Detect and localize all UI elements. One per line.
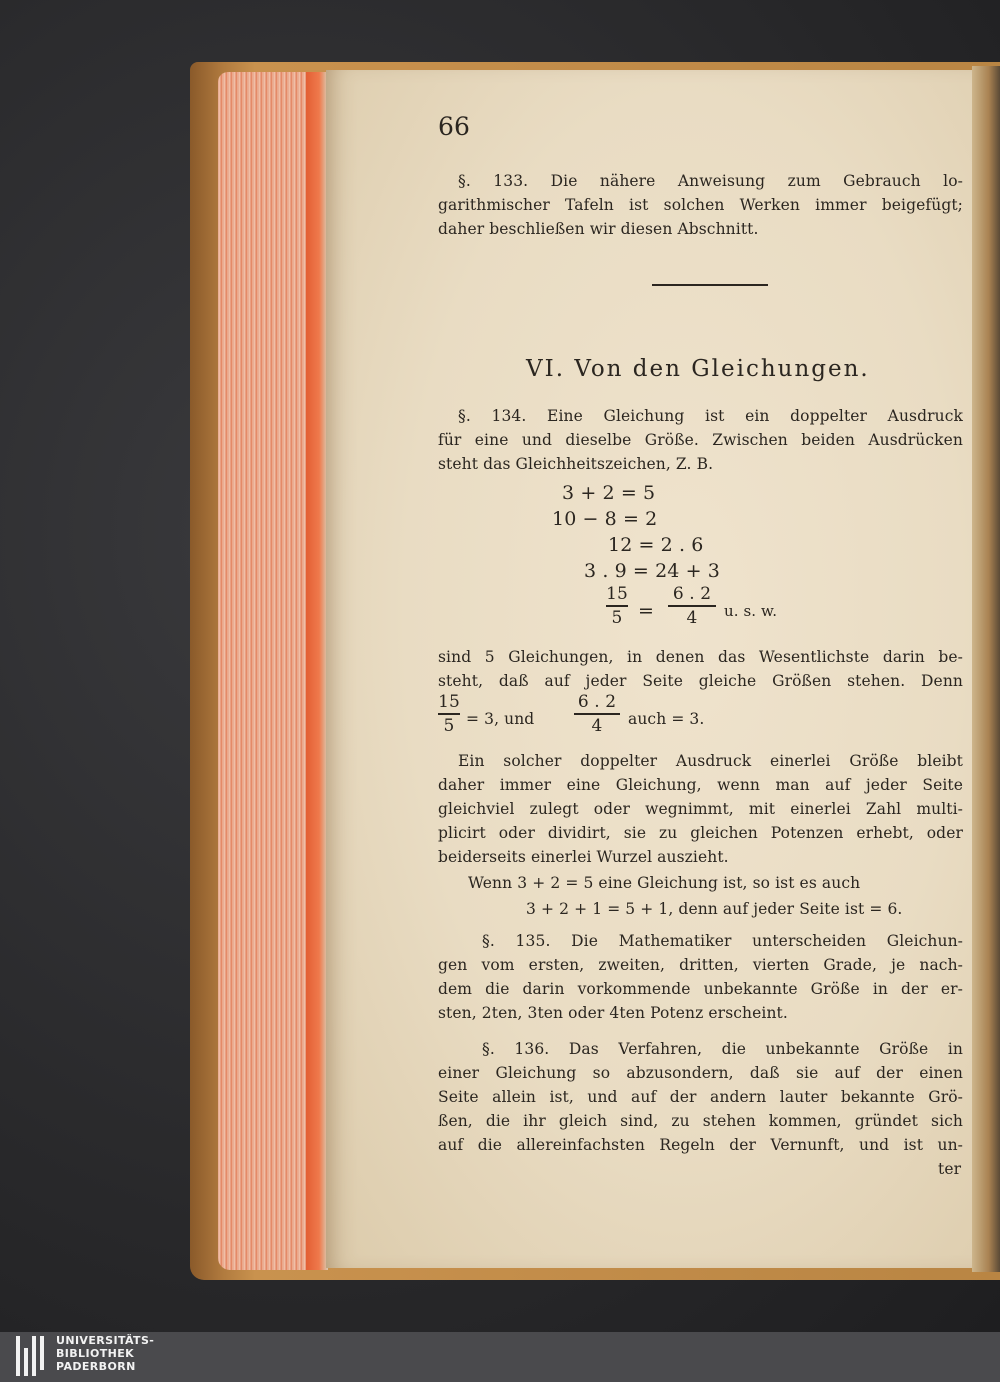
s134-body-b-line-4: plicirt oder dividirt, sie zu gleichen Potenzen erhebt, oder: [438, 824, 963, 842]
s135-line-3: dem die darin vorkommende unbekannte Größe in der er-: [438, 980, 963, 998]
fraction-left-denominator: 5: [611, 607, 623, 628]
s134-body-b-line-2: daher immer eine Gleichung, wenn man auf jeder Seite: [438, 776, 963, 794]
s136-line-3: Seite allein ist, und auf der andern lauter bekannte Grö-: [438, 1088, 963, 1106]
fraction-left: [606, 584, 628, 628]
s134-example-line-1: Wenn 3 + 2 = 5 eine Gleichung ist, so ist es auch: [468, 874, 861, 892]
equation-1: 3 + 2 = 5: [562, 482, 656, 504]
equation-3: 12 = 2 . 6: [608, 534, 704, 556]
s134-example-line-2: 3 + 2 + 1 = 5 + 1, denn auf jeder Seite ist = 6.: [526, 900, 903, 918]
institution-line-3: PADERBORN: [56, 1360, 136, 1373]
inline-fraction-end: auch = 3.: [628, 710, 705, 728]
page-gutter-right: [972, 66, 1000, 1272]
s133-line-1: §. 133. Die nähere Anweisung zum Gebrauch lo-: [458, 172, 963, 190]
s134-body-b-line-1: Ein solcher doppelter Ausdruck einerlei Größe bleibt: [458, 752, 963, 770]
inline-fraction-a-numerator: 15: [438, 692, 460, 712]
s135-line-1: §. 135. Die Mathematiker unterscheiden Gleichun-: [482, 932, 963, 950]
s133-line-3: daher beschließen wir diesen Abschnitt.: [438, 220, 759, 238]
s136-line-1: §. 136. Das Verfahren, die unbekannte Größe in: [482, 1040, 963, 1058]
s133-line-2: garithmischer Tafeln ist solchen Werken immer beigefügt;: [438, 196, 963, 214]
s134-body-b-line-5: beiderseits einerlei Wurzel auszieht.: [438, 848, 729, 866]
inline-fraction-b: [574, 692, 620, 736]
fraction-left-numerator: 15: [606, 584, 628, 604]
inline-fraction-mid: = 3, und: [466, 710, 535, 728]
inline-fraction-b-numerator: 6 . 2: [577, 692, 617, 712]
equation-4: 3 . 9 = 24 + 3: [584, 560, 720, 582]
library-logo: [16, 1336, 50, 1376]
s136-line-4: ßen, die ihr gleich sind, zu stehen kommen, gründet sich: [438, 1112, 963, 1130]
s135-line-2: gen vom ersten, zweiten, dritten, vierten Grade, je nach-: [438, 956, 963, 974]
page-edges: [218, 72, 328, 1270]
s134-body-a-line-2: steht, daß auf jeder Seite gleiche Größen stehen. Denn: [438, 672, 963, 690]
fraction-right: [668, 584, 716, 628]
institution-name: [56, 1334, 154, 1373]
section-divider: [652, 284, 768, 286]
s134-line-2: für eine und dieselbe Größe. Zwischen beiden Ausdrücken: [438, 431, 963, 449]
fraction-equals: =: [638, 600, 655, 622]
s134-body-a-line-1: sind 5 Gleichungen, in denen das Wesentlichste darin be-: [438, 648, 963, 666]
s134-line-3: steht das Gleichheitszeichen, Z. B.: [438, 455, 714, 473]
page-number: 66: [438, 112, 471, 141]
catchword: ter: [938, 1160, 962, 1178]
equation-2: 10 − 8 = 2: [552, 508, 658, 530]
inline-fraction-a-denominator: 5: [443, 715, 455, 736]
fraction-right-denominator: 4: [686, 607, 698, 628]
institution-line-2: BIBLIOTHEK: [56, 1347, 135, 1360]
s136-line-2: einer Gleichung so abzusondern, daß sie auf der einen: [438, 1064, 963, 1082]
s134-body-b-line-3: gleichviel zulegt oder wegnimmt, mit einerlei Zahl multi-: [438, 800, 963, 818]
s134-line-1: §. 134. Eine Gleichung ist ein doppelter Ausdruck: [458, 407, 963, 425]
fraction-suffix: u. s. w.: [724, 602, 778, 620]
s136-line-5: auf die allereinfachsten Regeln der Vernunft, und ist un-: [438, 1136, 963, 1154]
inline-fraction-b-denominator: 4: [591, 715, 603, 736]
chapter-heading: VI. Von den Gleichungen.: [526, 356, 870, 382]
s135-line-4: sten, 2ten, 3ten oder 4ten Potenz erscheint.: [438, 1004, 788, 1022]
fraction-right-numerator: 6 . 2: [672, 584, 712, 604]
inline-fraction-a: [438, 692, 460, 736]
institution-line-1: UNIVERSITÄTS-: [56, 1334, 155, 1347]
